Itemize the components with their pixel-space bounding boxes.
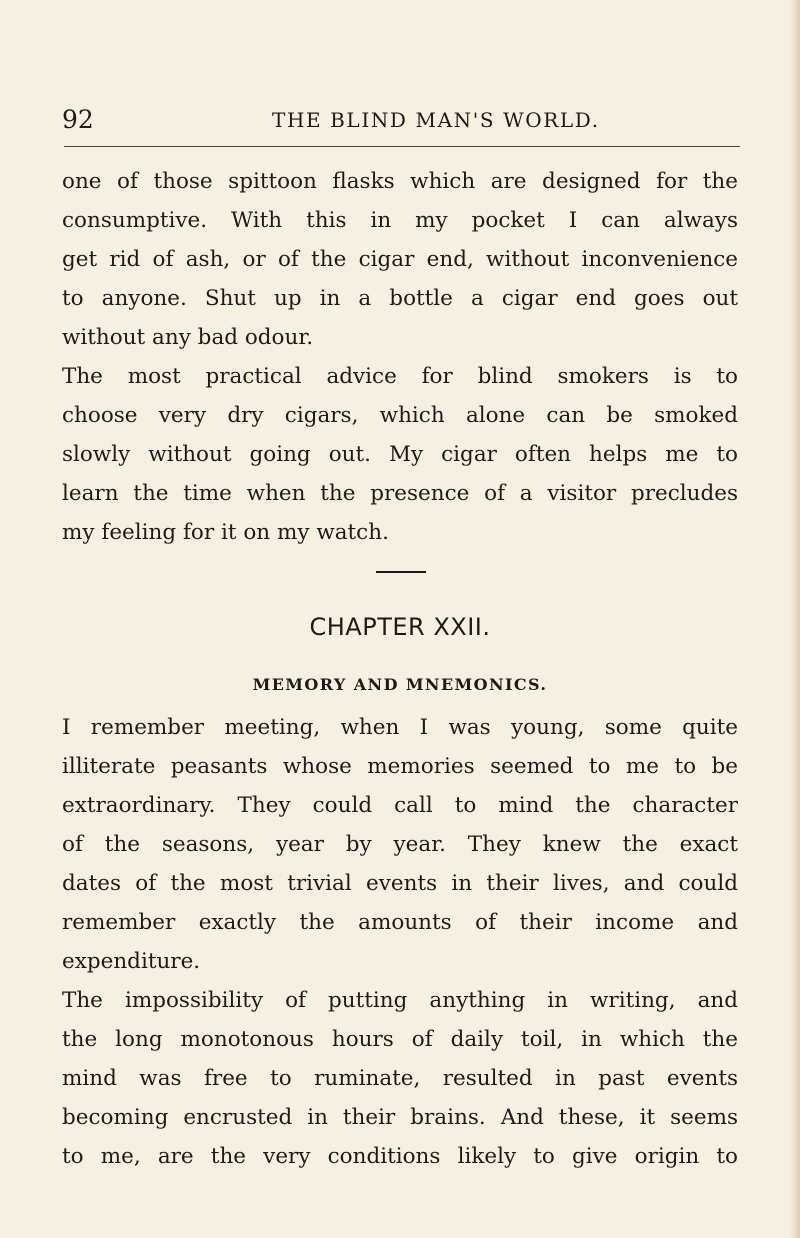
page-number: 92 bbox=[62, 105, 94, 134]
text-block-2 bbox=[62, 708, 738, 1176]
text-line: to me, are the very conditions likely to give origin to bbox=[62, 1144, 738, 1169]
text-line: to anyone. Shut up in a bottle a cigar end goes out bbox=[62, 286, 738, 311]
text-line: slowly without going out. My cigar often helps me to bbox=[62, 442, 738, 467]
text-line: choose very dry cigars, which alone can be smoked bbox=[62, 403, 738, 428]
text-line: consumptive. With this in my pocket I can always bbox=[62, 208, 738, 233]
text-line: The most practical advice for blind smokers is to bbox=[62, 364, 738, 389]
text-line: becoming encrusted in their brains. And these, it seems bbox=[62, 1105, 738, 1130]
text-line: remember exactly the amounts of their income and bbox=[62, 910, 738, 935]
text-line: extraordinary. They could call to mind the character bbox=[62, 793, 738, 818]
text-line: my feeling for it on my watch. bbox=[62, 520, 389, 545]
page-header bbox=[62, 102, 740, 138]
text-line: of the seasons, year by year. They knew the exact bbox=[62, 832, 738, 857]
text-line: illiterate peasants whose memories seemed to me to be bbox=[62, 754, 738, 779]
text-block-1 bbox=[62, 162, 738, 552]
text-line: without any bad odour. bbox=[62, 325, 314, 350]
running-head: THE BLIND MAN'S WORLD. bbox=[272, 108, 600, 132]
text-line: one of those spittoon flasks which are designed for the bbox=[62, 169, 738, 194]
text-line: dates of the most trivial events in their lives, and could bbox=[62, 871, 738, 896]
chapter-subtitle: MEMORY AND MNEMONICS. bbox=[252, 675, 548, 694]
chapter-title: CHAPTER XXII. bbox=[309, 613, 491, 641]
header-rule bbox=[64, 146, 740, 147]
text-line: learn the time when the presence of a visitor precludes bbox=[62, 481, 738, 506]
text-line: expenditure. bbox=[62, 949, 201, 974]
text-line: The impossibility of putting anything in writing, and bbox=[62, 988, 738, 1013]
text-line: the long monotonous hours of daily toil, in which the bbox=[62, 1027, 738, 1052]
section-divider bbox=[376, 571, 426, 573]
text-line: get rid of ash, or of the cigar end, without inconvenience bbox=[62, 247, 738, 272]
text-line: I remember meeting, when I was young, some quite bbox=[62, 715, 738, 740]
text-line: mind was free to ruminate, resulted in past events bbox=[62, 1066, 738, 1091]
